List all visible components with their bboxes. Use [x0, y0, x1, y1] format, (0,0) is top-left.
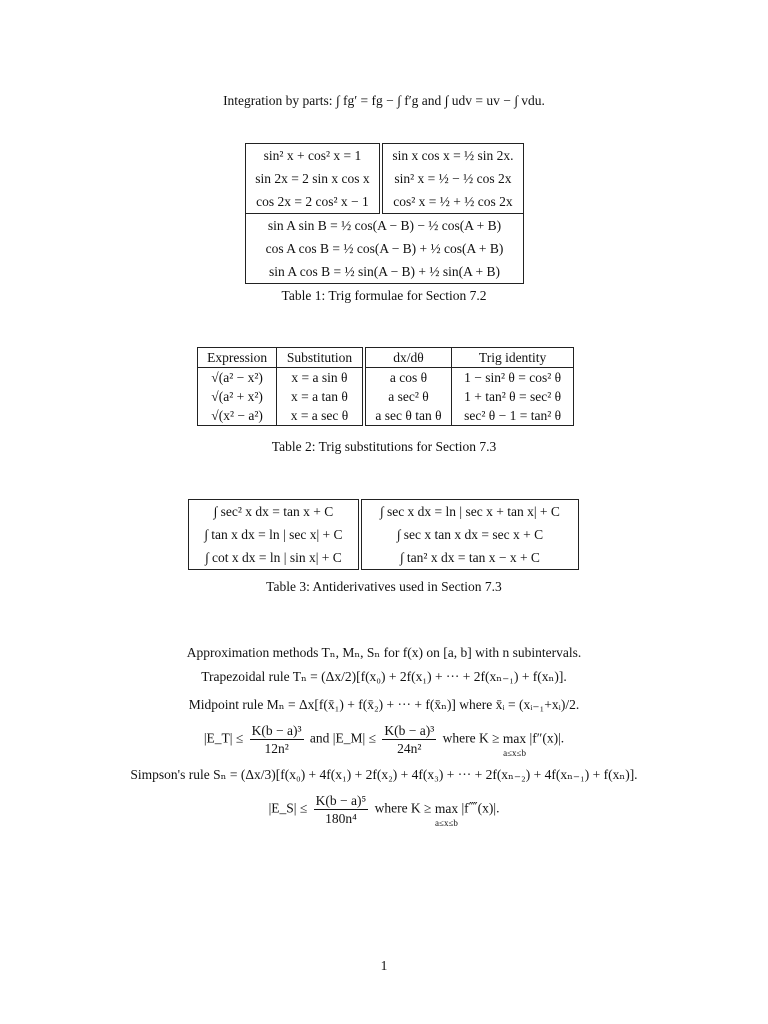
table1-caption: Table 1: Trig formulae for Section 7.2: [281, 288, 487, 303]
denominator: 24n²: [397, 741, 422, 756]
table-cell: sin 2x = 2 sin x cos x: [246, 167, 381, 190]
table-row: [198, 368, 574, 388]
max: max: [502, 731, 527, 746]
table-cell: ∫ sec² x dx = tan x + C: [189, 500, 360, 524]
text: where K ≥: [442, 730, 500, 746]
simpsons-rule: Simpson's rule Sₙ = (Δx/3)[f(x₀) + 4f(x₁) + 2f(x₂) + 4f(x₃) + ··· + 2f(xₙ₋₂) + 4f(xₙ₋₁) + f(xₙ)].: [130, 767, 638, 782]
table-cell: cos 2x = 2 cos² x − 1: [246, 190, 381, 214]
integration-by-parts: Integration by parts: ∫ fg′ = fg − ∫ f′g and ∫ udv = uv − ∫ vdu.: [223, 93, 545, 108]
table-cell: ∫ sec x dx = ln | sec x + tan x| + C: [379, 503, 560, 519]
fraction: [314, 792, 369, 827]
text: |f″(x)|.: [529, 730, 565, 746]
numerator: K(b − a)³: [384, 723, 435, 738]
max-operator: [435, 802, 458, 830]
table-row: [198, 406, 574, 426]
table3-caption: Table 3: Antiderivatives used in Section 7.3: [266, 579, 502, 594]
table-cell: sin A cos B = ½ sin(A − B) + ½ sin(A + B): [268, 263, 501, 279]
table-cell: ∫ tan² x dx = tan x − x + C: [399, 549, 540, 565]
trapezoidal-rule: Trapezoidal rule Tₙ = (Δx/2)[f(x₀) + 2f(x₁) + ··· + 2f(xₙ₋₁) + f(xₙ)].: [201, 669, 567, 684]
page-number: 1: [380, 958, 388, 973]
range: a≤x≤b: [503, 748, 526, 758]
antiderivatives-table: [188, 499, 579, 570]
table-cell: a cos θ: [364, 368, 452, 388]
table-cell: sin² x = ½ − ½ cos 2x: [394, 170, 512, 186]
table-cell: ∫ cot x dx = ln | sin x| + C: [189, 546, 360, 570]
approx-intro: Approximation methods Tₙ, Mₙ, Sₙ for f(x) on [a, b] with n subintervals.: [186, 645, 582, 660]
text: where K ≥: [374, 800, 432, 816]
text: |f⁗(x)|.: [461, 800, 500, 816]
error-bound-s: [0, 792, 768, 830]
table-cell: sec² θ − 1 = tan² θ: [452, 406, 574, 426]
table2-caption: Table 2: Trig substitutions for Section 7.3: [271, 439, 497, 454]
max: max: [434, 801, 459, 816]
denominator: 12n²: [264, 741, 289, 756]
table-cell: 1 − sin² θ = cos² θ: [452, 368, 574, 388]
table-cell: cos² x = ½ + ½ cos 2x: [393, 193, 513, 209]
error-bound-tm: [0, 722, 768, 760]
column-header: Substitution: [277, 348, 364, 368]
table-cell: x = a sec θ: [277, 406, 364, 426]
lhs: |E_T| ≤: [203, 730, 244, 746]
numerator: K(b − a)⁵: [315, 793, 367, 808]
max-operator: [503, 732, 526, 760]
midpoint-rule: Midpoint rule Mₙ = Δx[f(x̄₁) + f(x̄₂) + ··· + f(x̄ₙ)] where x̄ᵢ = (xᵢ₋₁+xᵢ)/2.: [188, 697, 580, 712]
column-header: Trig identity: [452, 348, 574, 368]
trig-formulae-table: [245, 143, 524, 284]
denominator: 180n⁴: [325, 811, 357, 826]
fraction: [382, 722, 436, 757]
table-cell: sin² x + cos² x = 1: [246, 144, 381, 168]
range: a≤x≤b: [435, 818, 458, 828]
numerator: K(b − a)³: [251, 723, 302, 738]
table-cell: √(a² − x²): [198, 368, 277, 388]
column-header: dx/dθ: [364, 348, 452, 368]
column-header: Expression: [198, 348, 277, 368]
table-cell: 1 + tan² θ = sec² θ: [452, 387, 574, 406]
trig-substitutions-table: [197, 347, 574, 426]
table-cell: ∫ tan x dx = ln | sec x| + C: [189, 523, 360, 546]
table-cell: sin A sin B = ½ cos(A − B) − ½ cos(A + B): [246, 214, 524, 238]
table-cell: √(a² + x²): [198, 387, 277, 406]
table-cell: x = a tan θ: [277, 387, 364, 406]
table-cell: a sec² θ: [364, 387, 452, 406]
table-cell: sin x cos x = ½ sin 2x.: [392, 147, 514, 163]
table-cell: ∫ sec x tan x dx = sec x + C: [396, 526, 544, 542]
fraction: [250, 722, 304, 757]
lhs: |E_S| ≤: [268, 800, 308, 816]
table-cell: cos A cos B = ½ cos(A − B) + ½ cos(A + B): [265, 240, 504, 256]
table-cell: a sec θ tan θ: [364, 406, 452, 426]
table-cell: √(x² − a²): [198, 406, 277, 426]
table-cell: x = a sin θ: [277, 368, 364, 388]
text: and |E_M| ≤: [309, 730, 376, 746]
table-row: [198, 387, 574, 406]
